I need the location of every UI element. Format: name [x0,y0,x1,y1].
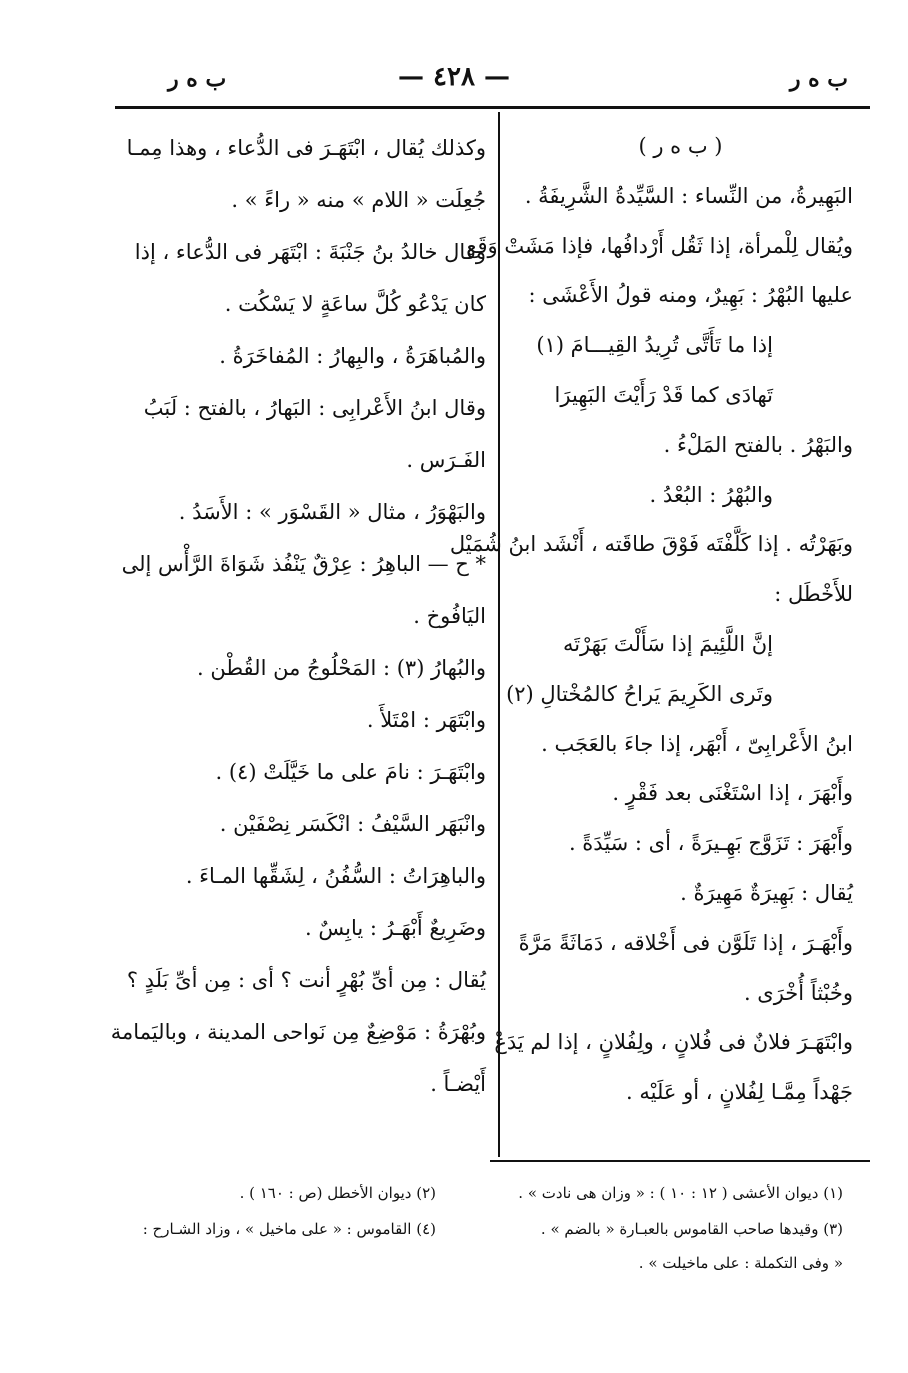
text-line: اليَافُوخ . [413,604,486,628]
text-line: وبُهْرَةُ : مَوْضِعٌ مِن نَواحى المدينة ، وباليَمامة [110,1020,486,1044]
header-root-right: ب ه ر [789,66,848,92]
verse-line: تَهادَى كما قَدْ رَأَيْتَ البَهِيرَا [554,382,773,407]
footnote-1: (١) ديوان الأعشى ( ١٢ : ١٠ ) : « وزان هى نادت » . [518,1184,843,1202]
text-line: وانْبَهَر السَّيْفُ : انْكَسَر نِصْفَيْن . [219,812,486,836]
page-number: — ٤٢٨ — [397,62,511,92]
text-line: وأَبْهَـرَ ، إذا تَلَوَّن فى أَخْلاقه ، دَمَاثَةً مَرَّةً [518,930,853,955]
entry-heading: ( ب ه ر ) [638,134,723,158]
text-line: ويُقال لِلْمرأة، إذا ثَقُل أَرْدافُها، فإذا مَشَتْ وَقَع [466,233,853,258]
text-line: وابْتَهَر : امْتَلأَ . [366,708,486,732]
text-line: ابنُ الأَعْرابِىّ ، أَبْهَر، إذا جاءَ بالعَجَب . [541,731,853,756]
verse-line: وتَرى الكَرِيمَ يَراحُ كالمُخْتالِ (٢) [506,681,773,706]
text-line: جُعِلَت « اللام » منه « راءً » . [231,188,486,212]
text-line: والبَهْوَرُ ، مثال « القَسْوَر » : الأَسَدُ . [178,500,486,524]
text-line: وضَرِيعٌ أَبْهَـرُ : يابِسٌ . [305,916,486,940]
text-line: جَهْداً مِمَّـا لِفُلانٍ ، أو عَلَيْه . [626,1080,853,1105]
header-rule [115,106,870,109]
text-line: والبَهْرُ . بالفتح المَلْءُ . [663,432,853,457]
text-line: * ح — الباهِرُ : عِرْقٌ يَنْفُذ شَوَاةَ الرَّأْس إلى [121,552,486,576]
text-line: وخُبْثاً أُخْرَى . [743,980,853,1005]
verse-line: إذا ما تَأَتَّى تُرِيدُ القِيـــامَ (١) [536,333,773,358]
text-line: وقال خالدُ بنُ جَنْبَةَ : ابْتَهَر فى الدُّعاء ، إذا [134,240,486,264]
text-line: والمُباهَرَةُ ، والبِهارُ : المُفاخَرَةُ . [219,344,486,368]
text-line: عليها البُهْرُ : بَهِيرٌ، ومنه قولُ الأَعْشَى : [528,283,853,308]
left-column [110,122,486,1110]
verse-line: إنَّ اللَّئِيمَ إذا سَأَلْتَ بَهَرْتَه [562,631,773,656]
text-line: والبُهارُ (٣) : المَحْلُوجُ من القُطْن . [196,656,486,680]
text-line: وأَبْهَرَ ، إذا اسْتَغْنَى بعد فَقْرٍ . [612,781,853,806]
text-line: يُقال : مِن أىِّ بُهْرٍ أنت ؟ أى : مِن أىِّ بَلَدٍ ؟ [126,968,486,992]
text-line: يُقال : بَهِيرَةٌ مَهِيرَةٌ . [680,880,853,905]
text-line: وكذلك يُقال ، ابْتَهَـرَ فى الدُّعاء ، وهذا مِمـا [126,136,486,160]
text-line: والبُهْرُ : البُعْدُ . [649,482,773,507]
text-line: البَهِيرةُ، من النِّساء : السَّيِّدةُ الشَّرِيفَةُ . [524,183,853,208]
header-root-left: ب ه ر [168,66,227,92]
text-line: والباهِرَاتُ : السُّفُنُ ، لِشَقِّها المـاءَ . [185,864,486,888]
footnote-4-continued: « وفى التكملة : على ماخيلت » . [638,1254,843,1272]
text-line: وابْتَهَـرَ فلانٌ فى فُلانٍ ، ولِفُلانٍ ، إذا لم يَدَعْ [494,1030,853,1055]
footnote-2: (٢) ديوان الأخطل (ص : ١٦٠ ) . [239,1184,436,1202]
text-line: وقال ابنُ الأَعْرابِى : البَهارُ ، بالفتح : لَبَبُ [143,396,486,420]
text-line: للأَخْطَل : [774,582,853,607]
text-line: كان يَدْعُو كُلَّ ساعَةٍ لا يَسْكُت . [224,292,486,316]
text-line: وابْتَهَـرَ : نامَ على ما خَيَّلَتْ (٤) . [215,760,486,784]
text-line: الفَـرَس . [406,448,486,472]
text-line: أَيْضـاً . [430,1072,486,1096]
text-line: وبَهَرْتُه . إذا كَلَّفْتَه فَوْقَ طاقَته ، أَنْشَد ابنُ شُمَيْل [449,532,853,557]
footnote-3: (٣) وقيدها صاحب القاموس بالعبـارة « بالضم » . [540,1220,843,1238]
footnote-4: (٤) القاموس : « على ماخيل » ، وزاد الشـارح : [142,1220,436,1238]
footnote-rule [490,1160,870,1162]
text-line: وأَبْهَرَ : تَزَوَّج بَهِـيرَةً ، أى : سَيِّدَةً . [568,831,853,856]
